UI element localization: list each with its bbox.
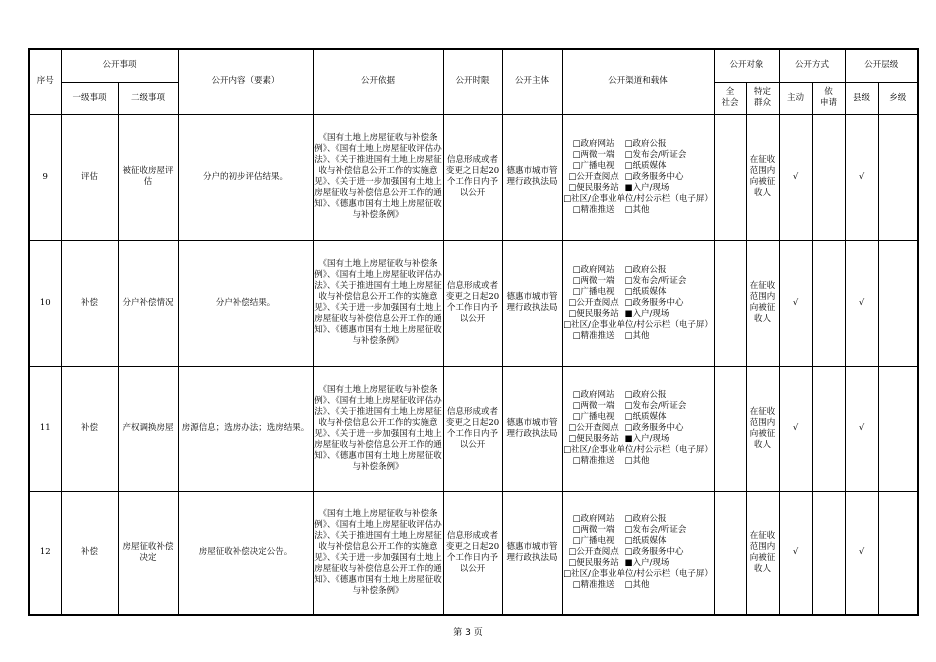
- level2-cell: 产权调换房屋: [118, 366, 178, 491]
- township-cell: [878, 240, 918, 366]
- disclosure-table: [28, 48, 919, 616]
- header-level2: 二级事项: [118, 82, 178, 114]
- header-seq: 序号: [29, 49, 61, 114]
- header-on-request: 依 申请: [812, 82, 845, 114]
- header-method: 公开方式: [779, 49, 845, 82]
- table-row: [29, 491, 918, 615]
- seq-cell: 10: [29, 240, 61, 366]
- header-target: 公开对象: [714, 49, 779, 82]
- seq-cell: 12: [29, 491, 61, 615]
- content-cell: 房源信息；选房办法；选房结果。: [178, 366, 313, 491]
- table-row: [29, 366, 918, 491]
- specific-group-cell: 在征收范围内向被征收人: [746, 114, 779, 240]
- county-cell: √: [845, 366, 878, 491]
- specific-group-cell: 在征收范围内向被征收人: [746, 240, 779, 366]
- header-active: 主动: [779, 82, 812, 114]
- seq-cell: 9: [29, 114, 61, 240]
- county-cell: √: [845, 114, 878, 240]
- active-cell: √: [779, 240, 812, 366]
- time-cell: 信息形成或者变更之日起20个工作日内予以公开: [443, 366, 502, 491]
- channels-cell: □政府网站 □政府公报 □两微一端 □发布会/听证会 □广播电视 □纸质媒体 □公开查阅点 □政务服务中心 □便民服务站 ■入户/现场 □社区/企事业单位/村公示栏（电子屏） □精准推送 □其他: [562, 491, 714, 615]
- all-society-cell: [714, 240, 746, 366]
- header-specific: 特定 群众: [746, 82, 779, 114]
- all-society-cell: [714, 491, 746, 615]
- level1-cell: 评估: [61, 114, 118, 240]
- header-basis: 公开依据: [313, 49, 443, 114]
- level1-cell: 补偿: [61, 491, 118, 615]
- header-tier: 公开层级: [845, 49, 918, 82]
- header-all-society: 全 社会: [714, 82, 746, 114]
- township-cell: [878, 114, 918, 240]
- seq-cell: 11: [29, 366, 61, 491]
- time-cell: 信息形成或者变更之日起20个工作日内予以公开: [443, 240, 502, 366]
- level2-cell: 分户补偿情况: [118, 240, 178, 366]
- basis-cell: 《国有土地上房屋征收与补偿条例》、《国有土地上房屋征收评估办法》、《关于推进国有土地上房屋征收与补偿信息公开工作的实施意见》、《关于进一步加强国有土地上房屋征收与补偿信息公开工作的通知》、《德惠市国有土地上房屋征收与补偿条例》: [313, 240, 443, 366]
- subject-cell: 德惠市城市管理行政执法局: [502, 491, 562, 615]
- all-society-cell: [714, 366, 746, 491]
- content-cell: 分户补偿结果。: [178, 240, 313, 366]
- time-cell: 信息形成或者变更之日起20个工作日内予以公开: [443, 491, 502, 615]
- basis-cell: 《国有土地上房屋征收与补偿条例》、《国有土地上房屋征收评估办法》、《关于推进国有土地上房屋征收与补偿信息公开工作的实施意见》、《关于进一步加强国有土地上房屋征收与补偿信息公开工作的通知》、《德惠市国有土地上房屋征收与补偿条例》: [313, 114, 443, 240]
- township-cell: [878, 491, 918, 615]
- content-cell: 分户的初步评估结果。: [178, 114, 313, 240]
- active-cell: √: [779, 491, 812, 615]
- page-footer: 第 3 页: [453, 628, 483, 638]
- table-row: [29, 114, 918, 240]
- header-county: 县级: [845, 82, 878, 114]
- subject-cell: 德惠市城市管理行政执法局: [502, 114, 562, 240]
- township-cell: [878, 366, 918, 491]
- county-cell: √: [845, 491, 878, 615]
- active-cell: √: [779, 114, 812, 240]
- time-cell: 信息形成或者变更之日起20个工作日内予以公开: [443, 114, 502, 240]
- channels-cell: □政府网站 □政府公报 □两微一端 □发布会/听证会 □广播电视 □纸质媒体 □公开查阅点 □政务服务中心 □便民服务站 ■入户/现场 □社区/企事业单位/村公示栏（电子屏） □精准推送 □其他: [562, 114, 714, 240]
- basis-cell: 《国有土地上房屋征收与补偿条例》、《国有土地上房屋征收评估办法》、《关于推进国有土地上房屋征收与补偿信息公开工作的实施意见》、《关于进一步加强国有土地上房屋征收与补偿信息公开工作的通知》、《德惠市国有土地上房屋征收与补偿条例》: [313, 491, 443, 615]
- header-channels: 公开渠道和载体: [562, 49, 714, 114]
- subject-cell: 德惠市城市管理行政执法局: [502, 240, 562, 366]
- on-request-cell: [812, 240, 845, 366]
- header-matter: 公开事项: [61, 49, 178, 82]
- specific-group-cell: 在征收范围内向被征收人: [746, 366, 779, 491]
- on-request-cell: [812, 491, 845, 615]
- level2-cell: 被征收房屋评估: [118, 114, 178, 240]
- channels-cell: □政府网站 □政府公报 □两微一端 □发布会/听证会 □广播电视 □纸质媒体 □公开查阅点 □政务服务中心 □便民服务站 ■入户/现场 □社区/企事业单位/村公示栏（电子屏） □精准推送 □其他: [562, 240, 714, 366]
- on-request-cell: [812, 366, 845, 491]
- specific-group-cell: 在征收范围内向被征收人: [746, 491, 779, 615]
- subject-cell: 德惠市城市管理行政执法局: [502, 366, 562, 491]
- level1-cell: 补偿: [61, 240, 118, 366]
- channels-cell: □政府网站 □政府公报 □两微一端 □发布会/听证会 □广播电视 □纸质媒体 □公开查阅点 □政务服务中心 □便民服务站 ■入户/现场 □社区/企事业单位/村公示栏（电子屏） □精准推送 □其他: [562, 366, 714, 491]
- header-township: 乡级: [878, 82, 918, 114]
- county-cell: √: [845, 240, 878, 366]
- header-subject: 公开主体: [502, 49, 562, 114]
- header-level1: 一级事项: [61, 82, 118, 114]
- all-society-cell: [714, 114, 746, 240]
- level2-cell: 房屋征收补偿决定: [118, 491, 178, 615]
- level1-cell: 补偿: [61, 366, 118, 491]
- header-time: 公开时限: [443, 49, 502, 114]
- on-request-cell: [812, 114, 845, 240]
- content-cell: 房屋征收补偿决定公告。: [178, 491, 313, 615]
- table-row: [29, 240, 918, 366]
- active-cell: √: [779, 366, 812, 491]
- header-content: 公开内容（要素）: [178, 49, 313, 114]
- basis-cell: 《国有土地上房屋征收与补偿条例》、《国有土地上房屋征收评估办法》、《关于推进国有土地上房屋征收与补偿信息公开工作的实施意见》、《关于进一步加强国有土地上房屋征收与补偿信息公开工作的通知》、《德惠市国有土地上房屋征收与补偿条例》: [313, 366, 443, 491]
